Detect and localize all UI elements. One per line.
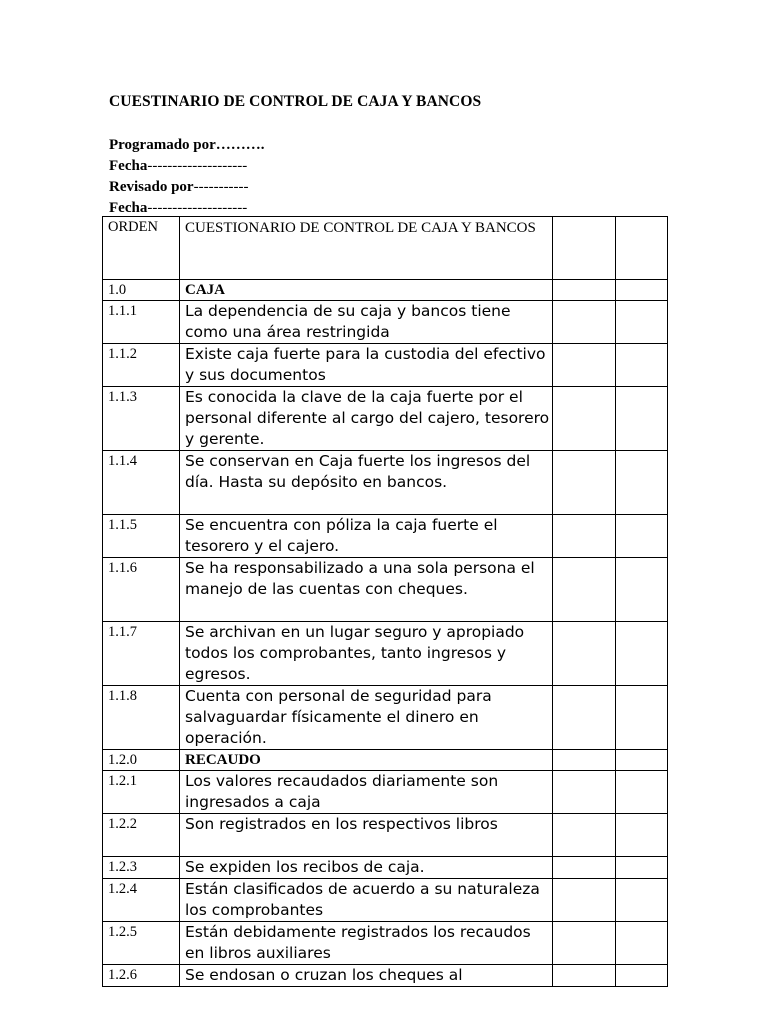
answer-cell-yes [553, 814, 616, 857]
table-row [103, 922, 668, 965]
row-question: Los valores recaudados diariamente son ingresados a caja [180, 771, 553, 814]
row-question: Se endosan o cruzan los cheques al [180, 965, 553, 987]
row-question: Cuenta con personal de seguridad para salvaguardar físicamente el dinero en operación. [180, 686, 553, 750]
table-row [103, 451, 668, 515]
answer-cell-yes [553, 965, 616, 987]
table-row [103, 771, 668, 814]
table-row [103, 857, 668, 879]
row-order: 1.2.0 [103, 750, 180, 771]
meta-label: Programado por [109, 137, 216, 153]
answer-cell-yes [553, 750, 616, 771]
row-order: 1.1.2 [103, 344, 180, 387]
row-question: Están clasificados de acuerdo a su naturaleza los comprobantes [180, 879, 553, 922]
answer-cell-no [616, 814, 668, 857]
meta-label: Revisado por [109, 179, 194, 195]
section-title: RECAUDO [180, 750, 553, 771]
answer-cell-no [616, 217, 668, 280]
answer-cell-no [616, 301, 668, 344]
answer-cell-yes [553, 301, 616, 344]
meta-value: -------------------- [147, 158, 248, 174]
table-row [103, 965, 668, 987]
row-order: 1.2.1 [103, 771, 180, 814]
row-order: 1.1.1 [103, 301, 180, 344]
row-question: Se encuentra con póliza la caja fuerte el tesorero y el cajero. [180, 515, 553, 558]
answer-cell-no [616, 879, 668, 922]
table-row [103, 515, 668, 558]
meta-value: ………. [215, 137, 265, 153]
answer-cell-yes [553, 686, 616, 750]
row-question: Se ha responsabilizado a una sola persona el manejo de las cuentas con cheques. [180, 558, 553, 622]
table-row [103, 301, 668, 344]
answer-cell-yes [553, 217, 616, 280]
answer-cell-yes [553, 879, 616, 922]
answer-cell-yes [553, 344, 616, 387]
answer-cell-no [616, 451, 668, 515]
header-order: ORDEN [103, 217, 180, 280]
meta-fecha-1 [109, 156, 265, 177]
answer-cell-yes [553, 280, 616, 301]
table-row [103, 387, 668, 451]
meta-label: Fecha [109, 158, 148, 174]
meta-programado [109, 135, 265, 156]
answer-cell-no [616, 857, 668, 879]
row-order: 1.1.8 [103, 686, 180, 750]
row-question: Se expiden los recibos de caja. [180, 857, 553, 879]
row-question: Es conocida la clave de la caja fuerte por el personal diferente al cargo del cajero, tesorero y gerente. [180, 387, 553, 451]
meta-label: Fecha [109, 200, 148, 216]
table-row [103, 622, 668, 686]
section-row [103, 280, 668, 301]
row-order: 1.1.3 [103, 387, 180, 451]
meta-revisado [109, 177, 265, 198]
answer-cell-no [616, 280, 668, 301]
row-question: La dependencia de su caja y bancos tiene como una área restringida [180, 301, 553, 344]
answer-cell-yes [553, 451, 616, 515]
table-row [103, 686, 668, 750]
row-order: 1.2.6 [103, 965, 180, 987]
row-question: Son registrados en los respectivos libros [180, 814, 553, 857]
row-question: Se conservan en Caja fuerte los ingresos del día. Hasta su depósito en bancos. [180, 451, 553, 515]
row-question: Están debidamente registrados los recaudos en libros auxiliares [180, 922, 553, 965]
answer-cell-yes [553, 771, 616, 814]
answer-cell-no [616, 965, 668, 987]
row-order: 1.2.2 [103, 814, 180, 857]
answer-cell-yes [553, 622, 616, 686]
row-question: Se archivan en un lugar seguro y apropiado todos los comprobantes, tanto ingresos y egresos. [180, 622, 553, 686]
row-order: 1.1.7 [103, 622, 180, 686]
row-order: 1.1.5 [103, 515, 180, 558]
row-order: 1.1.6 [103, 558, 180, 622]
answer-cell-no [616, 344, 668, 387]
table-row [103, 814, 668, 857]
answer-cell-no [616, 686, 668, 750]
meta-value: ----------- [193, 179, 249, 195]
row-order: 1.0 [103, 280, 180, 301]
meta-value: -------------------- [147, 200, 248, 216]
row-order: 1.2.4 [103, 879, 180, 922]
document-title: CUESTINARIO DE CONTROL DE CAJA Y BANCOS [109, 93, 482, 110]
answer-cell-no [616, 387, 668, 451]
answer-cell-no [616, 771, 668, 814]
row-order: 1.2.3 [103, 857, 180, 879]
section-row [103, 750, 668, 771]
answer-cell-no [616, 622, 668, 686]
answer-cell-yes [553, 857, 616, 879]
answer-cell-yes [553, 558, 616, 622]
table-row [103, 344, 668, 387]
row-order: 1.2.5 [103, 922, 180, 965]
section-title: CAJA [180, 280, 553, 301]
questionnaire-table [102, 216, 668, 987]
answer-cell-yes [553, 387, 616, 451]
signature-block [109, 135, 265, 219]
table-header-row [103, 217, 668, 280]
table-row [103, 879, 668, 922]
answer-cell-no [616, 515, 668, 558]
answer-cell-no [616, 750, 668, 771]
header-question: CUESTIONARIO DE CONTROL DE CAJA Y BANCOS [180, 217, 553, 280]
row-order: 1.1.4 [103, 451, 180, 515]
answer-cell-no [616, 922, 668, 965]
table-row [103, 558, 668, 622]
answer-cell-no [616, 558, 668, 622]
answer-cell-yes [553, 922, 616, 965]
answer-cell-yes [553, 515, 616, 558]
row-question: Existe caja fuerte para la custodia del efectivo y sus documentos [180, 344, 553, 387]
